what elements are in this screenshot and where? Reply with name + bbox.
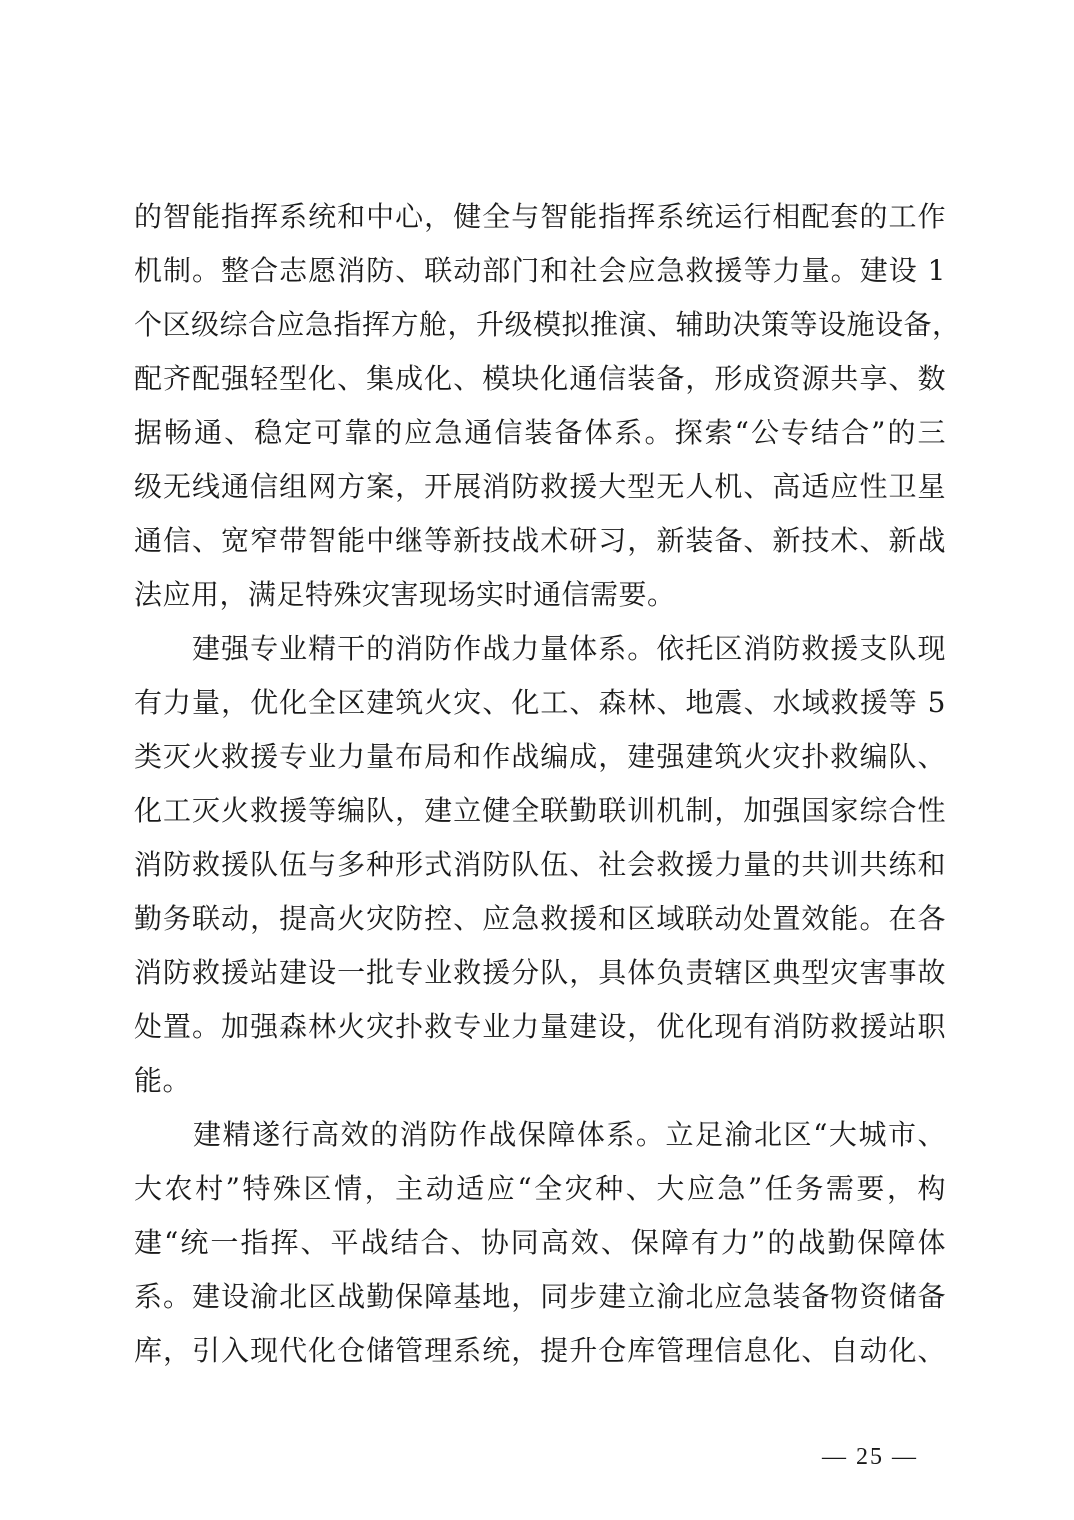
text-line: 配齐配强轻型化、集成化、模块化通信装备，形成资源共享、数 — [134, 362, 946, 395]
text-line: 勤务联动，提高火灾防控、应急救援和区域联动处置效能。在各 — [134, 902, 946, 935]
text-line: 建“统一指挥、平战结合、协同高效、保障有力”的战勤保障体 — [134, 1226, 946, 1259]
text-line: 有力量，优化全区建筑火灾、化工、森林、地震、水域救援等 5 — [134, 686, 946, 719]
paragraph-2 — [134, 622, 946, 1108]
text-line: 的智能指挥系统和中心，健全与智能指挥系统运行相配套的工作 — [134, 200, 946, 233]
text-line: 建精遂行高效的消防作战保障体系。立足渝北区“大城市、 — [134, 1118, 946, 1151]
text-line: 系。建设渝北区战勤保障基地，同步建立渝北应急装备物资储备 — [134, 1280, 946, 1313]
text-line: 类灭火救援专业力量布局和作战编成，建强建筑火灾扑救编队、 — [134, 740, 946, 773]
text-line: 通信、宽窄带智能中继等新技战术研习，新装备、新技术、新战 — [134, 524, 946, 557]
text-line: 大农村”特殊区情，主动适应“全灾种、大应急”任务需要，构 — [134, 1172, 946, 1205]
document-body — [134, 190, 961, 1378]
text-line: 处置。加强森林火灾扑救专业力量建设，优化现有消防救援站职 — [134, 1010, 946, 1043]
text-line: 法应用，满足特殊灾害现场实时通信需要。 — [134, 578, 676, 611]
text-line: 能。 — [134, 1064, 192, 1097]
text-line: 库，引入现代化仓储管理系统，提升仓库管理信息化、自动化、 — [134, 1334, 946, 1367]
text-line: 级无线通信组网方案，开展消防救援大型无人机、高适应性卫星 — [134, 470, 946, 503]
text-line: 化工灭火救援等编队，建立健全联勤联训机制，加强国家综合性 — [134, 794, 946, 827]
paragraph-3 — [134, 1108, 946, 1378]
page-number: — 25 — — [822, 1444, 918, 1470]
paragraph-1 — [134, 190, 961, 622]
text-line: 机制。整合志愿消防、联动部门和社会应急救援等力量。建设 1 — [134, 254, 946, 287]
text-line: 消防救援队伍与多种形式消防队伍、社会救援力量的共训共练和 — [134, 848, 946, 881]
text-line: 据畅通、稳定可靠的应急通信装备体系。探索“公专结合”的三 — [134, 416, 946, 449]
text-line: 消防救援站建设一批专业救援分队，具体负责辖区典型灾害事故 — [134, 956, 946, 989]
text-line: 个区级综合应急指挥方舱，升级模拟推演、辅助决策等设施设备， — [134, 308, 961, 341]
text-line: 建强专业精干的消防作战力量体系。依托区消防救援支队现 — [134, 632, 946, 665]
